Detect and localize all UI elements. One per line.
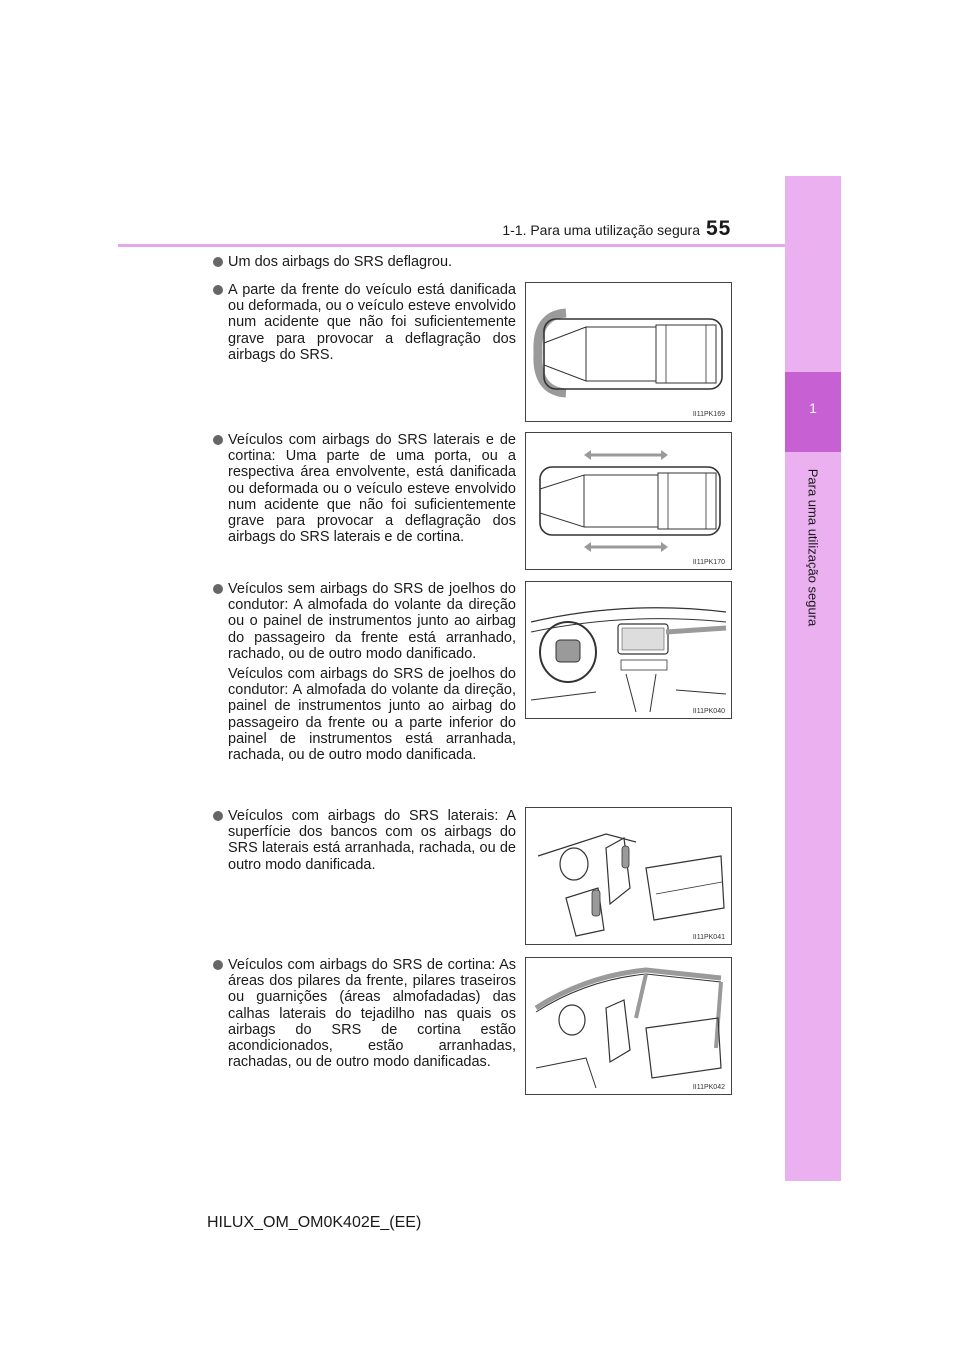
page-number: 55 <box>706 217 732 240</box>
section-title: 1-1. Para uma utilização segura <box>502 222 700 238</box>
bullet-icon <box>213 811 223 821</box>
bullet-icon <box>213 285 223 295</box>
bullet-icon <box>213 257 223 267</box>
list-item <box>213 808 516 873</box>
item-text: Veículos com airbags do SRS laterais: A superfície dos bancos com os airbags do SRS laterais está arranhada, rachada, ou de outro modo danificada. <box>228 808 516 873</box>
figure-code: II11PK040 <box>692 708 725 715</box>
list-item <box>213 432 516 545</box>
seats-side-airbag-illustration <box>526 808 731 944</box>
item-text: Um dos airbags do SRS deflagrou. <box>228 254 453 270</box>
dashboard-illustration <box>526 582 731 718</box>
chapter-title-vertical: Para uma utilização segura <box>805 468 821 627</box>
cabin-curtain-airbag-illustration <box>526 958 731 1094</box>
item-text: Veículos com airbags do SRS de cortina: As áreas dos pilares da frente, pilares traseiros ou guarnições (áreas almofadadas) das calhas laterais do tejadilho nas quais os airbags do SRS de cortina estão acondicionados, estão arranhadas, rachadas, ou de outro modo danificadas. <box>228 957 516 1071</box>
figure-code: II11PK170 <box>692 559 725 566</box>
figure-side-damage <box>525 432 732 570</box>
figure-curtain <box>525 957 732 1095</box>
figure-code: II11PK042 <box>692 1084 725 1091</box>
chapter-side-tab <box>785 176 841 1181</box>
bullet-icon <box>213 960 223 970</box>
figure-code: II11PK041 <box>692 934 725 941</box>
item-text: Veículos com airbags do SRS laterais e de cortina: Uma parte de uma porta, ou a respectiva área envolvente, está danificada ou deformada ou o veículo esteve envolvido num acidente que não foi suficientemente grave para provocar a deflagração dos airbags do SRS laterais e de cortina. <box>228 432 516 546</box>
truck-top-view-front-highlight-illustration <box>526 283 731 421</box>
chapter-number: 1 <box>809 400 817 416</box>
figure-seats <box>525 807 732 945</box>
truck-top-view-side-highlight-illustration <box>526 433 731 569</box>
item-text: A parte da frente do veículo está danificada ou deformada, ou o veículo esteve envolvido num acidente que não foi suficientemente grave para provocar a deflagração dos airbags do SRS. <box>228 282 516 363</box>
figure-dashboard <box>525 581 732 719</box>
document-code: HILUX_OM_OM0K402E_(EE) <box>207 1214 422 1231</box>
list-item <box>213 254 516 270</box>
list-item <box>213 957 516 1070</box>
item-text: Veículos sem airbags do SRS de joelhos do condutor: A almofada do volante da direção ou o painel de instrumentos junto ao airbag do passageiro da frente está arranhado, rachado, ou de outro modo danificado. <box>228 581 516 662</box>
bullet-icon <box>213 435 223 445</box>
figure-front-damage <box>525 282 732 422</box>
figure-code: II11PK169 <box>692 411 725 418</box>
bullet-icon <box>213 584 223 594</box>
list-item <box>213 282 516 363</box>
item-extra-text: Veículos com airbags do SRS de joelhos do condutor: A almofada do volante da direção, painel de instrumentos junto ao airbag do passageiro da frente ou a parte inferior do painel de instrumentos está arranhada, rachada, ou de outro modo danificada. <box>228 666 516 764</box>
header-rule <box>118 244 785 247</box>
list-item <box>213 581 516 763</box>
